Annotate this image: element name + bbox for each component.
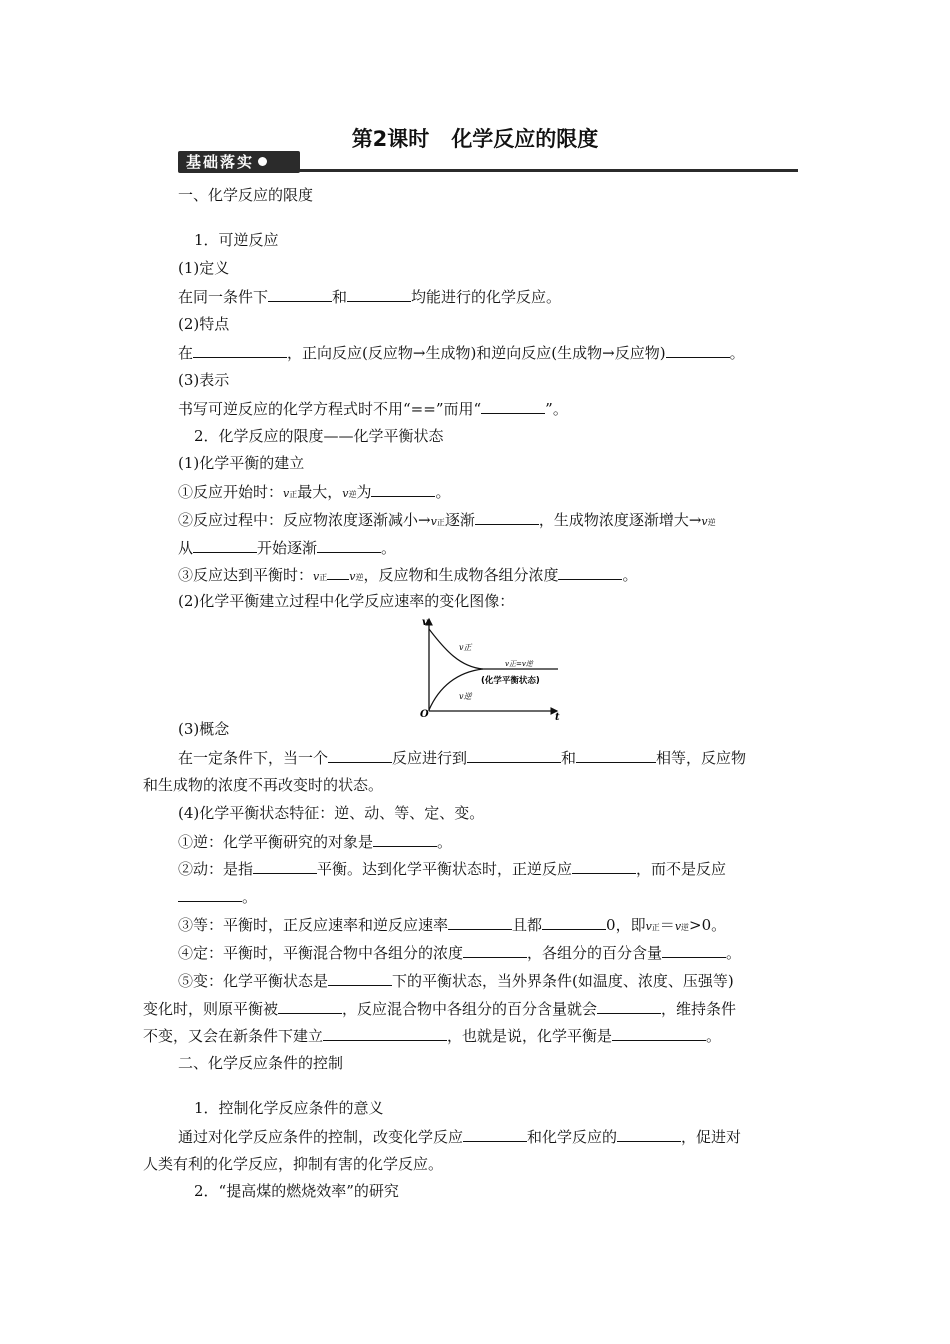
blank — [317, 538, 381, 553]
establish-step-1: ①反应开始时：v正最大，v逆为 。 — [178, 483, 451, 501]
blank — [558, 565, 622, 580]
concept-line-2: 和生成物的浓度不再改变时的状态。 — [143, 776, 384, 794]
blank — [475, 510, 539, 525]
banner-text: 基础落实 — [186, 153, 255, 171]
feature-change: ⑤变：化学平衡状态是 下的平衡状态，当外界条件(如温度、浓度、压强等) — [178, 972, 734, 990]
feature-dynamic: ②动：是指 平衡。达到化学平衡状态时，正逆反应 ，而不是反应 — [178, 860, 727, 878]
blank — [327, 565, 349, 580]
feature-equal: ③等：平衡时，正反应速率和逆反应速率 且都 0，即v正＝v逆>0。 — [178, 916, 727, 934]
lesson-number: 第2课时 — [351, 127, 430, 151]
meaning-line-2: 人类有利的化学反应，抑制有害的化学反应。 — [143, 1155, 444, 1173]
establish-step-2-cont: 从 开始逐渐 。 — [178, 539, 397, 557]
equal-rate-label: v正=v逆 — [505, 660, 533, 668]
blank — [253, 859, 317, 874]
subheading: (1)化学平衡的建立 — [178, 454, 305, 472]
meaning-line-1: 通过对化学反应条件的控制，改变化学反应 和化学反应的 ，促进对 — [178, 1128, 742, 1146]
subheading: (1)定义 — [178, 259, 230, 277]
blank — [373, 832, 437, 847]
feature-reverse: ①逆：化学平衡研究的对象是 。 — [178, 833, 453, 851]
blank — [193, 343, 287, 358]
blank — [268, 287, 332, 302]
blank — [328, 748, 392, 763]
feature-line: 在 ，正向反应(反应物→生成物)和逆向反应(生成物→反应物) 。 — [178, 344, 745, 362]
origin-label: O — [420, 709, 429, 720]
subheading: (2)特点 — [178, 315, 230, 333]
subheading: (3)表示 — [178, 371, 230, 389]
forward-rate-label: v正 — [459, 643, 472, 652]
concept-line-1: 在一定条件下，当一个 反应进行到 和 相等，反应物 — [178, 749, 747, 767]
item-heading: 2．化学反应的限度——化学平衡状态 — [194, 427, 444, 445]
blank — [463, 1127, 527, 1142]
page-title — [0, 123, 950, 153]
subheading: (3)概念 — [178, 720, 230, 738]
blank — [481, 399, 545, 414]
establish-step-3: ③反应达到平衡时：v正 v逆，反应物和生成物各组分浓度 。 — [178, 566, 638, 584]
reverse-rate-label: v逆 — [459, 692, 472, 701]
section-banner — [178, 151, 798, 177]
blank — [666, 343, 730, 358]
blank — [572, 859, 636, 874]
subheading: (4)化学平衡状态特征：逆、动、等、定、变。 — [178, 804, 485, 822]
blank — [278, 999, 342, 1014]
establish-step-2: ②反应过程中：反应物浓度逐渐减小→v正逐渐 ，生成物浓度逐渐增大→v逆 — [178, 511, 716, 529]
feature-dynamic-cont: 。 — [178, 887, 257, 906]
feature-change-cont: 变化时，则原平衡被 ，反应混合物中各组分的百分含量就会 ，维持条件 — [143, 1000, 737, 1018]
blank — [467, 748, 561, 763]
reverse-rate-curve — [429, 669, 483, 710]
blank — [323, 1026, 447, 1041]
item-heading: 1．可逆反应 — [194, 231, 279, 249]
subheading: (2)化学平衡建立过程中化学反应速率的变化图像： — [178, 592, 515, 610]
blank — [542, 915, 606, 930]
blank — [178, 887, 242, 902]
banner-rule — [298, 169, 798, 172]
blank — [662, 943, 726, 958]
item-heading: 1．控制化学反应条件的意义 — [194, 1099, 384, 1117]
feature-change-cont-2: 不变，又会在新条件下建立 ，也就是说，化学平衡是 。 — [143, 1027, 722, 1045]
item-heading: 2．“提高煤的燃烧效率”的研究 — [194, 1182, 399, 1200]
blank — [193, 538, 257, 553]
banner-label-box — [178, 151, 300, 173]
blank — [612, 1026, 706, 1041]
lesson-title: 化学反应的限度 — [451, 127, 599, 151]
blank — [448, 915, 512, 930]
blank — [463, 943, 527, 958]
section-heading-2: 二、化学反应条件的控制 — [178, 1054, 344, 1072]
equilibrium-state-label: (化学平衡状态) — [481, 676, 540, 686]
blank — [347, 287, 411, 302]
definition-line: 在同一条件下 和 均能进行的化学反应。 — [178, 288, 562, 306]
y-axis-label: v — [422, 617, 428, 628]
blank — [617, 1127, 681, 1142]
feature-fixed: ④定：平衡时，平衡混合物中各组分的浓度 ，各组分的百分含量 。 — [178, 944, 742, 962]
forward-rate-curve — [429, 629, 558, 669]
blank — [328, 971, 392, 986]
arrow-icon: → — [602, 344, 615, 362]
rate-time-graph — [415, 615, 565, 721]
section-heading-1: 一、化学反应的限度 — [178, 186, 314, 204]
x-axis-label: t — [555, 712, 560, 721]
bullet-icon — [258, 157, 267, 166]
blank — [597, 999, 661, 1014]
blank — [371, 482, 435, 497]
arrow-icon: → — [412, 344, 426, 362]
representation-line: 书写可逆反应的化学方程式时不用“==”而用“ ”。 — [178, 400, 568, 418]
blank — [576, 748, 656, 763]
